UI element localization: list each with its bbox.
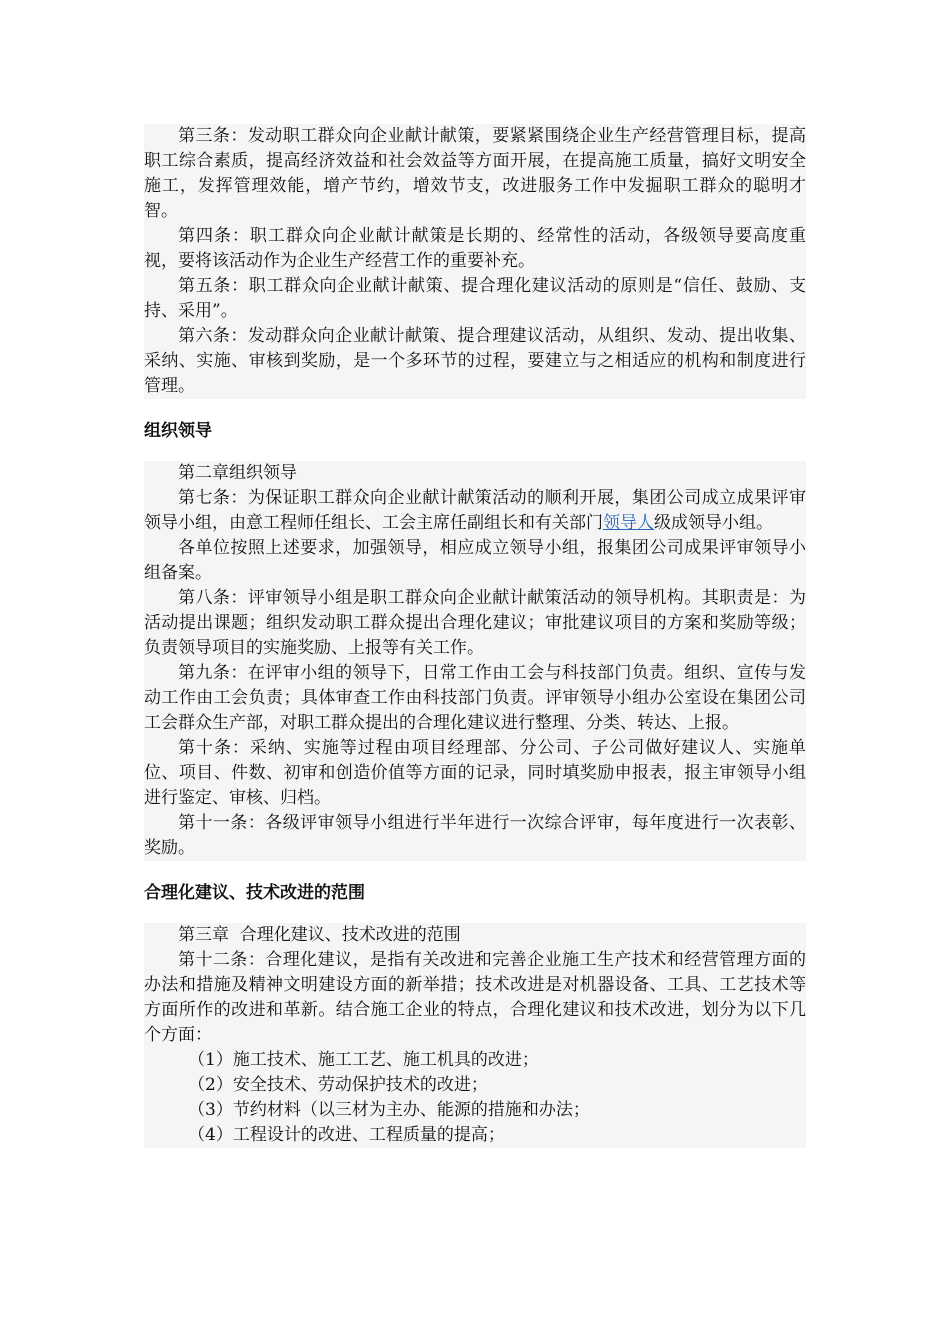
list-item: （2）安全技术、劳动保护技术的改进； [188,1075,488,1095]
heading-organization-leadership: 组织领导 [144,399,806,461]
section-scope [144,923,806,1148]
article-5: 第五条：职工群众向企业献计献策、提合理化建议活动的原则是“信任、鼓励、支持、采用”。 [144,276,806,321]
article-7-text-end: 级成领导小组。 [654,513,773,533]
document-page [144,124,806,1148]
article-12: 第十二条：合理化建议，是指有关改进和完善企业施工生产技术和经营管理方面的办法和措施及精神文明建设方面的新举措；技术改进是对机器设备、工具、工艺技术等方面所作的改进和革新。结合施工企业的特点，合理化建议和技术改进，划分为以下几个方面： [144,950,806,1045]
article-7-text: 第七条：为保证职工群众向企业献计献策活动的顺利开展，集团公司成立成果评审领导小组，由意工程师任组长、工会主席任副组长和有关部门 [144,488,806,533]
article-9: 第九条：在评审小组的领导下，日常工作由工会与科技部门负责。组织、宣传与发动工作由工会负责；具体审查工作由科技部门负责。评审领导小组办公室设在集团公司工会群众生产部，对职工群众提出的合理化建议进行整理、分类、转达、上报。 [144,663,806,733]
list-item: （3）节约材料（以三材为主办、能源的措施和办法； [188,1100,590,1120]
article-11: 第十一条：各级评审领导小组进行半年进行一次综合评审，每年度进行一次表彰、奖励。 [144,813,806,858]
heading-scope: 合理化建议、技术改进的范围 [144,861,806,923]
list-item: （4）工程设计的改进、工程质量的提高； [188,1125,505,1145]
article-8: 第八条：评审领导小组是职工群众向企业献计献策活动的领导机构。其职责是：为活动提出课题；组织发动职工群众提出合理化建议；审批建议项目的方案和奖励等级；负责领导项目的实施奖励、上报等有关工作。 [144,588,806,658]
chapter-2-title: 第二章组织领导 [178,463,297,483]
leader-link[interactable]: 领导人 [603,513,654,533]
article-6: 第六条：发动群众向企业献计献策、提合理建议活动，从组织、发动、提出收集、采纳、实施、审核到奖励，是一个多环节的过程，要建立与之相适应的机构和制度进行管理。 [144,326,806,396]
article-10: 第十条：采纳、实施等过程由项目经理部、分公司、子公司做好建议人、实施单位、项目、件数、初审和创造价值等方面的记录，同时填奖励申报表，报主审领导小组进行鉴定、审核、归档。 [144,738,806,808]
section-general-provisions [144,124,806,399]
article-3: 第三条：发动职工群众向企业献计献策，要紧紧围绕企业生产经营管理目标，提高职工综合素质，提高经济效益和社会效益等方面开展，在提高施工质量，搞好文明安全施工，发挥管理效能，增产节约，增效节支，改进服务工作中发掘职工群众的聪明才智。 [144,126,806,221]
article-4: 第四条：职工群众向企业献计献策是长期的、经常性的活动，各级领导要高度重视，要将该活动作为企业生产经营工作的重要补充。 [144,226,806,271]
section-organization-leadership [144,461,806,861]
list-item: （1）施工技术、施工工艺、施工机具的改进； [188,1050,539,1070]
unit-requirement: 各单位按照上述要求，加强领导，相应成立领导小组，报集团公司成果评审领导小组备案。 [144,538,806,583]
chapter-3-title: 第三章 合理化建议、技术改进的范围 [178,925,461,945]
article-7 [144,486,806,536]
